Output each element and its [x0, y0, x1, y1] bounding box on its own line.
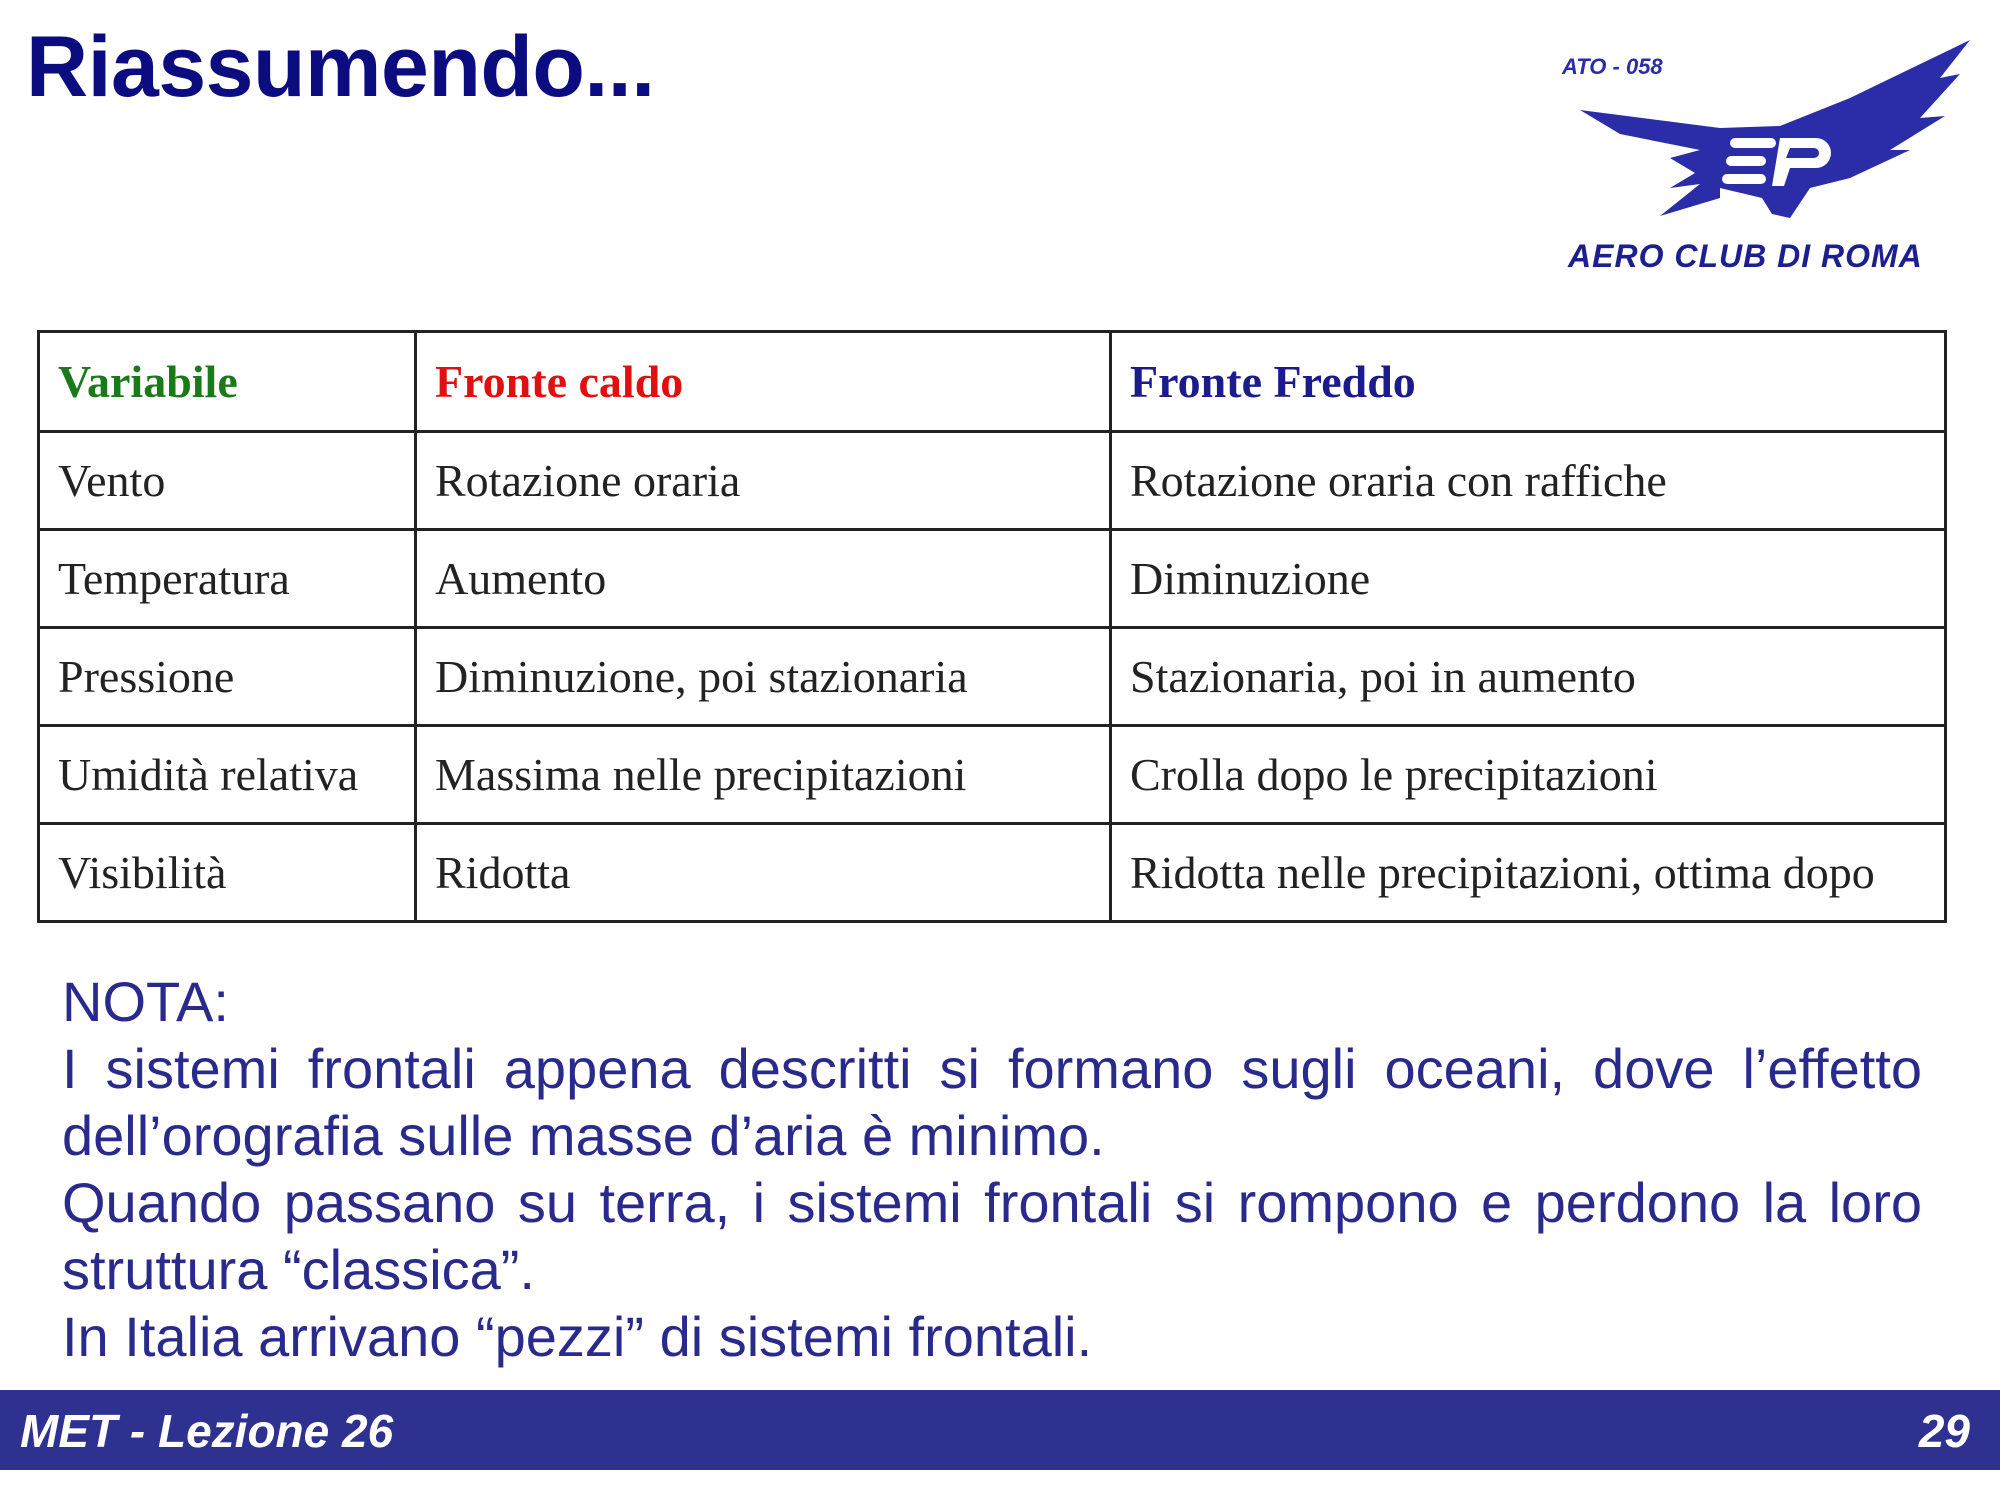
cell-warm-front: Ridotta — [416, 824, 1111, 922]
table-header-row — [39, 332, 1946, 432]
table-row — [39, 530, 1946, 628]
cell-variable: Pressione — [39, 628, 416, 726]
cell-variable: Temperatura — [39, 530, 416, 628]
cell-warm-front: Diminuzione, poi stazionaria — [416, 628, 1111, 726]
cell-variable: Visibilità — [39, 824, 416, 922]
note-paragraph: Quando passano su terra, i sistemi frontali si rompono e perdono la loro struttura “classica”. — [62, 1171, 1922, 1301]
logo-name-text: AERO CLUB DI ROMA — [1568, 238, 1923, 274]
cell-cold-front: Stazionaria, poi in aumento — [1111, 628, 1946, 726]
note-section — [62, 968, 1922, 1370]
header-fronte-caldo: Fronte caldo — [416, 332, 1111, 432]
footer-lesson-label: MET - Lezione 26 — [20, 1405, 394, 1457]
footer-bar — [0, 1390, 2000, 1470]
header-variabile: Variabile — [39, 332, 416, 432]
note-heading: NOTA: — [62, 970, 229, 1033]
slide-title: Riassumendo... — [26, 19, 655, 115]
cell-variable: Umidità relativa — [39, 726, 416, 824]
note-paragraph: I sistemi frontali appena descritti si formano sugli oceani, dove l’effetto dell’orografia sulle masse d’aria è minimo. — [62, 1037, 1922, 1167]
table-row — [39, 432, 1946, 530]
cell-variable: Vento — [39, 432, 416, 530]
aero-club-logo — [1550, 38, 1980, 278]
logo-code-text: ATO - 058 — [1562, 54, 1663, 79]
table-row — [39, 628, 1946, 726]
cell-warm-front: Massima nelle precipitazioni — [416, 726, 1111, 824]
header-fronte-freddo: Fronte Freddo — [1111, 332, 1946, 432]
fronts-comparison-table — [37, 330, 1947, 923]
cell-warm-front: Aumento — [416, 530, 1111, 628]
table-row — [39, 824, 1946, 922]
cell-cold-front: Crolla dopo le precipitazioni — [1111, 726, 1946, 824]
note-paragraph: In Italia arrivano “pezzi” di sistemi frontali. — [62, 1305, 1093, 1368]
cell-warm-front: Rotazione oraria — [416, 432, 1111, 530]
footer-page-number: 29 — [1918, 1405, 1970, 1457]
table-row — [39, 726, 1946, 824]
cell-cold-front: Rotazione oraria con raffiche — [1111, 432, 1946, 530]
cell-cold-front: Ridotta nelle precipitazioni, ottima dopo — [1111, 824, 1946, 922]
cell-cold-front: Diminuzione — [1111, 530, 1946, 628]
